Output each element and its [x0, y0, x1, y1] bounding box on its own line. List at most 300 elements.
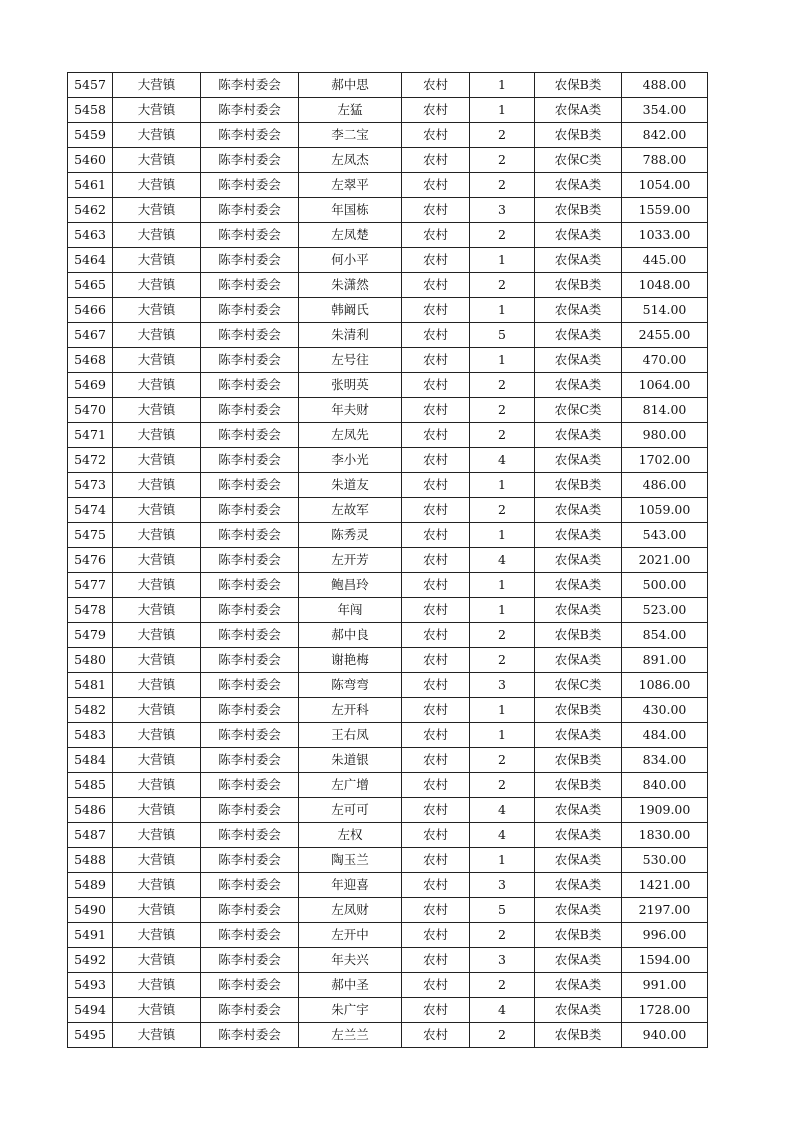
name-cell: 左凤杰 [299, 148, 402, 173]
household-size-cell: 2 [470, 498, 535, 523]
name-cell: 左可可 [299, 798, 402, 823]
amount-cell: 940.00 [622, 1023, 708, 1048]
amount-cell: 854.00 [622, 623, 708, 648]
amount-cell: 430.00 [622, 698, 708, 723]
table-row [68, 298, 708, 323]
row-number-cell: 5492 [68, 948, 113, 973]
village-committee-cell: 陈李村委会 [201, 748, 299, 773]
table-row [68, 498, 708, 523]
row-number-cell: 5457 [68, 73, 113, 98]
town-cell: 大营镇 [113, 373, 201, 398]
amount-cell: 2455.00 [622, 323, 708, 348]
household-size-cell: 4 [470, 448, 535, 473]
insurance-class-cell: 农保B类 [535, 198, 622, 223]
household-size-cell: 3 [470, 948, 535, 973]
insurance-class-cell: 农保A类 [535, 548, 622, 573]
area-type-cell: 农村 [402, 723, 470, 748]
household-size-cell: 3 [470, 198, 535, 223]
town-cell: 大营镇 [113, 348, 201, 373]
village-committee-cell: 陈李村委会 [201, 648, 299, 673]
amount-cell: 891.00 [622, 648, 708, 673]
insurance-class-cell: 农保A类 [535, 98, 622, 123]
town-cell: 大营镇 [113, 473, 201, 498]
name-cell: 左权 [299, 823, 402, 848]
household-size-cell: 2 [470, 273, 535, 298]
village-committee-cell: 陈李村委会 [201, 98, 299, 123]
household-size-cell: 2 [470, 773, 535, 798]
village-committee-cell: 陈李村委会 [201, 948, 299, 973]
row-number-cell: 5476 [68, 548, 113, 573]
name-cell: 左开芳 [299, 548, 402, 573]
area-type-cell: 农村 [402, 948, 470, 973]
village-committee-cell: 陈李村委会 [201, 198, 299, 223]
table-row [68, 748, 708, 773]
table-row [68, 123, 708, 148]
name-cell: 郝中思 [299, 73, 402, 98]
town-cell: 大营镇 [113, 123, 201, 148]
table-row [68, 798, 708, 823]
roster-table [67, 72, 708, 1048]
name-cell: 年夫财 [299, 398, 402, 423]
insurance-class-cell: 农保C类 [535, 398, 622, 423]
town-cell: 大营镇 [113, 198, 201, 223]
table-row [68, 423, 708, 448]
area-type-cell: 农村 [402, 923, 470, 948]
row-number-cell: 5494 [68, 998, 113, 1023]
amount-cell: 840.00 [622, 773, 708, 798]
household-size-cell: 4 [470, 823, 535, 848]
town-cell: 大营镇 [113, 923, 201, 948]
town-cell: 大营镇 [113, 598, 201, 623]
village-committee-cell: 陈李村委会 [201, 473, 299, 498]
name-cell: 左故军 [299, 498, 402, 523]
village-committee-cell: 陈李村委会 [201, 348, 299, 373]
row-number-cell: 5495 [68, 1023, 113, 1048]
amount-cell: 1594.00 [622, 948, 708, 973]
amount-cell: 514.00 [622, 298, 708, 323]
table-row [68, 698, 708, 723]
village-committee-cell: 陈李村委会 [201, 248, 299, 273]
amount-cell: 814.00 [622, 398, 708, 423]
name-cell: 左翠平 [299, 173, 402, 198]
row-number-cell: 5468 [68, 348, 113, 373]
village-committee-cell: 陈李村委会 [201, 923, 299, 948]
insurance-class-cell: 农保A类 [535, 173, 622, 198]
household-size-cell: 5 [470, 323, 535, 348]
town-cell: 大营镇 [113, 98, 201, 123]
amount-cell: 1702.00 [622, 448, 708, 473]
row-number-cell: 5460 [68, 148, 113, 173]
town-cell: 大营镇 [113, 798, 201, 823]
amount-cell: 445.00 [622, 248, 708, 273]
amount-cell: 1064.00 [622, 373, 708, 398]
village-committee-cell: 陈李村委会 [201, 598, 299, 623]
amount-cell: 1033.00 [622, 223, 708, 248]
area-type-cell: 农村 [402, 523, 470, 548]
table-row [68, 573, 708, 598]
table-row [68, 673, 708, 698]
insurance-class-cell: 农保A类 [535, 573, 622, 598]
insurance-class-cell: 农保B类 [535, 923, 622, 948]
row-number-cell: 5459 [68, 123, 113, 148]
table-row [68, 523, 708, 548]
area-type-cell: 农村 [402, 823, 470, 848]
insurance-class-cell: 农保A类 [535, 848, 622, 873]
area-type-cell: 农村 [402, 173, 470, 198]
name-cell: 左凤楚 [299, 223, 402, 248]
town-cell: 大营镇 [113, 398, 201, 423]
area-type-cell: 农村 [402, 1023, 470, 1048]
row-number-cell: 5466 [68, 298, 113, 323]
area-type-cell: 农村 [402, 348, 470, 373]
amount-cell: 842.00 [622, 123, 708, 148]
amount-cell: 470.00 [622, 348, 708, 373]
name-cell: 李小光 [299, 448, 402, 473]
area-type-cell: 农村 [402, 773, 470, 798]
name-cell: 陈弯弯 [299, 673, 402, 698]
household-size-cell: 2 [470, 423, 535, 448]
town-cell: 大营镇 [113, 848, 201, 873]
insurance-class-cell: 农保B类 [535, 623, 622, 648]
row-number-cell: 5480 [68, 648, 113, 673]
town-cell: 大营镇 [113, 948, 201, 973]
row-number-cell: 5488 [68, 848, 113, 873]
amount-cell: 834.00 [622, 748, 708, 773]
town-cell: 大营镇 [113, 298, 201, 323]
village-committee-cell: 陈李村委会 [201, 273, 299, 298]
insurance-class-cell: 农保A类 [535, 823, 622, 848]
table-row [68, 198, 708, 223]
row-number-cell: 5490 [68, 898, 113, 923]
village-committee-cell: 陈李村委会 [201, 798, 299, 823]
row-number-cell: 5464 [68, 248, 113, 273]
table-row [68, 148, 708, 173]
name-cell: 李二宝 [299, 123, 402, 148]
village-committee-cell: 陈李村委会 [201, 423, 299, 448]
insurance-class-cell: 农保C类 [535, 148, 622, 173]
table-row [68, 73, 708, 98]
table-row [68, 373, 708, 398]
area-type-cell: 农村 [402, 573, 470, 598]
area-type-cell: 农村 [402, 223, 470, 248]
name-cell: 左广增 [299, 773, 402, 798]
row-number-cell: 5483 [68, 723, 113, 748]
insurance-class-cell: 农保B类 [535, 273, 622, 298]
household-size-cell: 1 [470, 698, 535, 723]
table-row [68, 548, 708, 573]
row-number-cell: 5473 [68, 473, 113, 498]
amount-cell: 500.00 [622, 573, 708, 598]
town-cell: 大营镇 [113, 623, 201, 648]
insurance-class-cell: 农保B类 [535, 73, 622, 98]
amount-cell: 1421.00 [622, 873, 708, 898]
village-committee-cell: 陈李村委会 [201, 823, 299, 848]
area-type-cell: 农村 [402, 398, 470, 423]
household-size-cell: 3 [470, 673, 535, 698]
household-size-cell: 4 [470, 998, 535, 1023]
amount-cell: 1059.00 [622, 498, 708, 523]
town-cell: 大营镇 [113, 698, 201, 723]
table-row [68, 1023, 708, 1048]
household-size-cell: 1 [470, 298, 535, 323]
amount-cell: 788.00 [622, 148, 708, 173]
town-cell: 大营镇 [113, 648, 201, 673]
town-cell: 大营镇 [113, 898, 201, 923]
amount-cell: 484.00 [622, 723, 708, 748]
amount-cell: 354.00 [622, 98, 708, 123]
name-cell: 鲍昌玲 [299, 573, 402, 598]
table-row [68, 948, 708, 973]
row-number-cell: 5485 [68, 773, 113, 798]
town-cell: 大营镇 [113, 323, 201, 348]
row-number-cell: 5462 [68, 198, 113, 223]
name-cell: 何小平 [299, 248, 402, 273]
town-cell: 大营镇 [113, 523, 201, 548]
row-number-cell: 5481 [68, 673, 113, 698]
row-number-cell: 5475 [68, 523, 113, 548]
town-cell: 大营镇 [113, 498, 201, 523]
household-size-cell: 1 [470, 98, 535, 123]
name-cell: 朱潇然 [299, 273, 402, 298]
village-committee-cell: 陈李村委会 [201, 373, 299, 398]
table-row [68, 923, 708, 948]
household-size-cell: 2 [470, 648, 535, 673]
town-cell: 大营镇 [113, 873, 201, 898]
village-committee-cell: 陈李村委会 [201, 448, 299, 473]
insurance-class-cell: 农保A类 [535, 248, 622, 273]
area-type-cell: 农村 [402, 898, 470, 923]
village-committee-cell: 陈李村委会 [201, 973, 299, 998]
insurance-class-cell: 农保B类 [535, 773, 622, 798]
table-row [68, 173, 708, 198]
row-number-cell: 5489 [68, 873, 113, 898]
table-row [68, 473, 708, 498]
area-type-cell: 农村 [402, 373, 470, 398]
town-cell: 大营镇 [113, 448, 201, 473]
town-cell: 大营镇 [113, 773, 201, 798]
area-type-cell: 农村 [402, 623, 470, 648]
row-number-cell: 5482 [68, 698, 113, 723]
village-committee-cell: 陈李村委会 [201, 548, 299, 573]
insurance-class-cell: 农保A类 [535, 223, 622, 248]
insurance-class-cell: 农保A类 [535, 423, 622, 448]
household-size-cell: 2 [470, 173, 535, 198]
row-number-cell: 5469 [68, 373, 113, 398]
town-cell: 大营镇 [113, 248, 201, 273]
name-cell: 韩阚氏 [299, 298, 402, 323]
town-cell: 大营镇 [113, 723, 201, 748]
household-size-cell: 2 [470, 223, 535, 248]
name-cell: 左号往 [299, 348, 402, 373]
row-number-cell: 5487 [68, 823, 113, 848]
household-size-cell: 1 [470, 248, 535, 273]
village-committee-cell: 陈李村委会 [201, 223, 299, 248]
village-committee-cell: 陈李村委会 [201, 173, 299, 198]
row-number-cell: 5474 [68, 498, 113, 523]
household-size-cell: 2 [470, 148, 535, 173]
insurance-class-cell: 农保B类 [535, 123, 622, 148]
insurance-class-cell: 农保C类 [535, 673, 622, 698]
table-row [68, 898, 708, 923]
table-row [68, 273, 708, 298]
insurance-class-cell: 农保A类 [535, 523, 622, 548]
row-number-cell: 5477 [68, 573, 113, 598]
village-committee-cell: 陈李村委会 [201, 623, 299, 648]
name-cell: 王右凤 [299, 723, 402, 748]
amount-cell: 1728.00 [622, 998, 708, 1023]
insurance-class-cell: 农保A类 [535, 448, 622, 473]
area-type-cell: 农村 [402, 748, 470, 773]
area-type-cell: 农村 [402, 673, 470, 698]
village-committee-cell: 陈李村委会 [201, 898, 299, 923]
area-type-cell: 农村 [402, 873, 470, 898]
table-row [68, 848, 708, 873]
village-committee-cell: 陈李村委会 [201, 773, 299, 798]
row-number-cell: 5486 [68, 798, 113, 823]
household-size-cell: 1 [470, 348, 535, 373]
name-cell: 朱广宇 [299, 998, 402, 1023]
village-committee-cell: 陈李村委会 [201, 848, 299, 873]
amount-cell: 1830.00 [622, 823, 708, 848]
insurance-class-cell: 农保A类 [535, 973, 622, 998]
insurance-class-cell: 农保A类 [535, 323, 622, 348]
amount-cell: 1909.00 [622, 798, 708, 823]
name-cell: 左凤财 [299, 898, 402, 923]
name-cell: 陈秀灵 [299, 523, 402, 548]
town-cell: 大营镇 [113, 973, 201, 998]
town-cell: 大营镇 [113, 423, 201, 448]
table-row [68, 248, 708, 273]
village-committee-cell: 陈李村委会 [201, 673, 299, 698]
insurance-class-cell: 农保A类 [535, 373, 622, 398]
roster-body [68, 73, 708, 1048]
row-number-cell: 5493 [68, 973, 113, 998]
household-size-cell: 2 [470, 973, 535, 998]
table-row [68, 398, 708, 423]
name-cell: 年迎喜 [299, 873, 402, 898]
table-row [68, 973, 708, 998]
insurance-class-cell: 农保A类 [535, 598, 622, 623]
table-row [68, 348, 708, 373]
town-cell: 大营镇 [113, 823, 201, 848]
town-cell: 大营镇 [113, 273, 201, 298]
insurance-class-cell: 农保A类 [535, 648, 622, 673]
insurance-class-cell: 农保A类 [535, 298, 622, 323]
table-row [68, 823, 708, 848]
household-size-cell: 1 [470, 523, 535, 548]
name-cell: 左猛 [299, 98, 402, 123]
town-cell: 大营镇 [113, 148, 201, 173]
area-type-cell: 农村 [402, 423, 470, 448]
name-cell: 朱道银 [299, 748, 402, 773]
insurance-class-cell: 农保B类 [535, 1023, 622, 1048]
amount-cell: 991.00 [622, 973, 708, 998]
row-number-cell: 5467 [68, 323, 113, 348]
amount-cell: 1048.00 [622, 273, 708, 298]
village-committee-cell: 陈李村委会 [201, 298, 299, 323]
row-number-cell: 5479 [68, 623, 113, 648]
village-committee-cell: 陈李村委会 [201, 573, 299, 598]
row-number-cell: 5463 [68, 223, 113, 248]
household-size-cell: 4 [470, 798, 535, 823]
insurance-class-cell: 农保A类 [535, 498, 622, 523]
area-type-cell: 农村 [402, 798, 470, 823]
insurance-class-cell: 农保A类 [535, 898, 622, 923]
household-size-cell: 2 [470, 123, 535, 148]
amount-cell: 2021.00 [622, 548, 708, 573]
table-row [68, 98, 708, 123]
village-committee-cell: 陈李村委会 [201, 498, 299, 523]
name-cell: 张明英 [299, 373, 402, 398]
row-number-cell: 5470 [68, 398, 113, 423]
table-row [68, 773, 708, 798]
name-cell: 左开科 [299, 698, 402, 723]
area-type-cell: 农村 [402, 73, 470, 98]
area-type-cell: 农村 [402, 148, 470, 173]
table-row [68, 648, 708, 673]
table-row [68, 323, 708, 348]
amount-cell: 486.00 [622, 473, 708, 498]
village-committee-cell: 陈李村委会 [201, 873, 299, 898]
household-size-cell: 1 [470, 473, 535, 498]
area-type-cell: 农村 [402, 248, 470, 273]
area-type-cell: 农村 [402, 298, 470, 323]
town-cell: 大营镇 [113, 73, 201, 98]
town-cell: 大营镇 [113, 548, 201, 573]
household-size-cell: 1 [470, 848, 535, 873]
name-cell: 左开中 [299, 923, 402, 948]
area-type-cell: 农村 [402, 323, 470, 348]
area-type-cell: 农村 [402, 498, 470, 523]
row-number-cell: 5471 [68, 423, 113, 448]
household-size-cell: 1 [470, 573, 535, 598]
village-committee-cell: 陈李村委会 [201, 723, 299, 748]
name-cell: 年闯 [299, 598, 402, 623]
town-cell: 大营镇 [113, 223, 201, 248]
amount-cell: 523.00 [622, 598, 708, 623]
name-cell: 朱清利 [299, 323, 402, 348]
household-size-cell: 5 [470, 898, 535, 923]
area-type-cell: 农村 [402, 848, 470, 873]
table-row [68, 998, 708, 1023]
row-number-cell: 5491 [68, 923, 113, 948]
area-type-cell: 农村 [402, 973, 470, 998]
amount-cell: 488.00 [622, 73, 708, 98]
area-type-cell: 农村 [402, 698, 470, 723]
amount-cell: 543.00 [622, 523, 708, 548]
household-size-cell: 2 [470, 373, 535, 398]
village-committee-cell: 陈李村委会 [201, 1023, 299, 1048]
village-committee-cell: 陈李村委会 [201, 73, 299, 98]
household-size-cell: 3 [470, 873, 535, 898]
household-size-cell: 2 [470, 623, 535, 648]
name-cell: 陶玉兰 [299, 848, 402, 873]
row-number-cell: 5461 [68, 173, 113, 198]
name-cell: 谢艳梅 [299, 648, 402, 673]
area-type-cell: 农村 [402, 598, 470, 623]
table-row [68, 873, 708, 898]
name-cell: 郝中圣 [299, 973, 402, 998]
town-cell: 大营镇 [113, 748, 201, 773]
insurance-class-cell: 农保A类 [535, 998, 622, 1023]
household-size-cell: 4 [470, 548, 535, 573]
name-cell: 年国栋 [299, 198, 402, 223]
household-size-cell: 1 [470, 723, 535, 748]
town-cell: 大营镇 [113, 1023, 201, 1048]
amount-cell: 996.00 [622, 923, 708, 948]
insurance-class-cell: 农保A类 [535, 798, 622, 823]
area-type-cell: 农村 [402, 273, 470, 298]
